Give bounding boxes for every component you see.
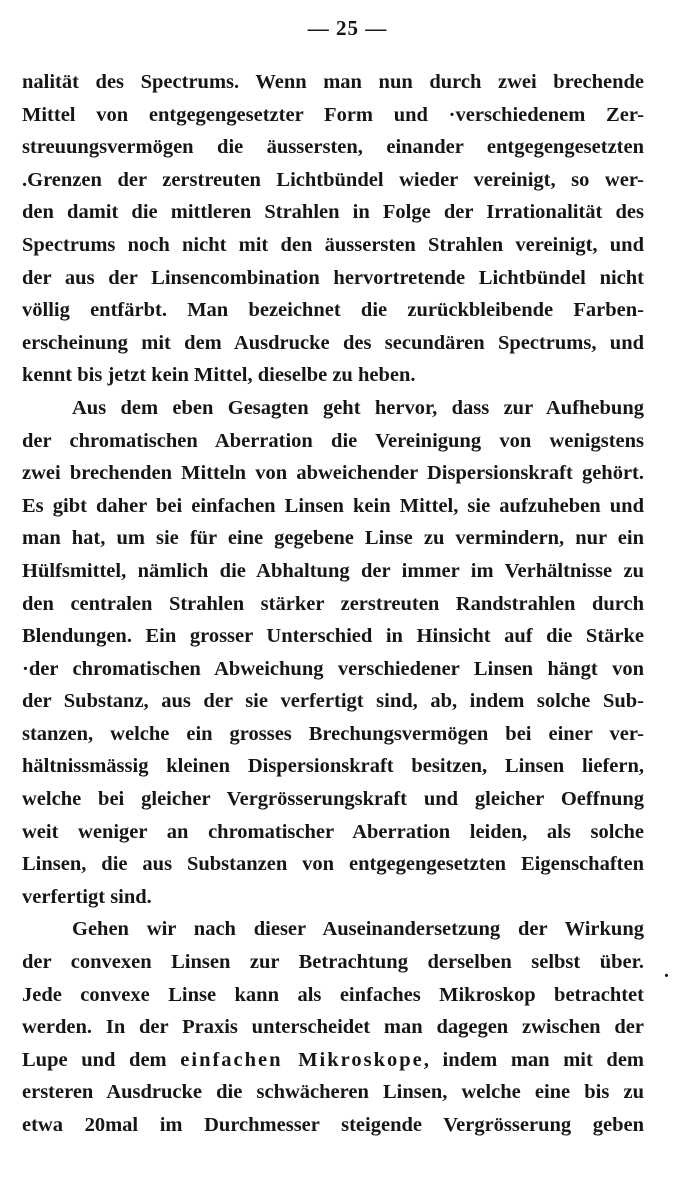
text-line: ·der chromatischen Abweichung verschiedener Linsen hängt von [22,657,644,680]
text-line: etwa 20mal im Durchmesser steigende Vergrösserung geben [22,1114,644,1136]
spaced-term: einfachen Mikroskope [180,1048,424,1071]
text-line: nalität des Spectrums. Wenn man nun durch zwei brechende [22,71,644,93]
text-segment: Lupe und dem [22,1048,181,1071]
text-segment: , indem man mit dem [423,1048,644,1071]
text-line: Spectrums noch nicht mit den äussersten Strahlen vereinigt, und [22,233,644,256]
text-line: verfertigt sind. [22,885,152,908]
text-line: den damit die mittleren Strahlen in Folge der Irrationalität des [22,201,644,224]
text-line: ersteren Ausdrucke die schwächeren Linsen, welche eine bis zu [22,1081,644,1104]
text-line: werden. In der Praxis unterscheidet man dagegen zwischen der [22,1016,644,1039]
text-line: erscheinung mit dem Ausdrucke des secundären Spectrums, und [22,331,644,354]
text-line-with-spaced-terms [22,1044,644,1077]
paragraph-3 [22,913,644,1141]
page-number: — 25 — [307,16,388,40]
text-line: stanzen, welche ein grosses Brechungsvermögen bei einer ver- [22,722,644,745]
paragraph-1 [22,66,644,392]
text-line: Linsen, die aus Substanzen von entgegengesetzten Eigenschaften [22,853,644,876]
text-line: .Grenzen der zerstreuten Lichtbündel wieder vereinigt, so wer- [22,168,644,191]
text-line: Jede convexe Linse kann als einfaches Mikroskop betrachtet [22,983,644,1006]
text-line: zwei brechenden Mitteln von abweichender Dispersionskraft gehört. [22,462,644,485]
text-line: hältnissmässig kleinen Dispersionskraft besitzen, Linsen liefern, [22,755,644,778]
body-text [22,66,644,1142]
text-line: Es gibt daher bei einfachen Linsen kein Mittel, sie aufzuheben und [22,494,644,517]
text-line: der aus der Linsencombination hervortretende Lichtbündel nicht [22,266,644,289]
text-line: weit weniger an chromatischer Aberration leiden, als solche [22,820,644,843]
text-line: den centralen Strahlen stärker zerstreuten Randstrahlen durch [22,592,644,615]
text-line: völlig entfärbt. Man bezeichnet die zurückbleibende Farben- [22,299,644,322]
text-line: welche bei gleicher Vergrösserungskraft und gleicher Oeffnung [22,788,644,811]
text-line: der convexen Linsen zur Betrachtung derselben selbst über. [22,951,644,974]
text-line: Blendungen. Ein grosser Unterschied in Hinsicht auf die Stärke [22,625,644,648]
text-line: Gehen wir nach dieser Auseinandersetzung der Wirkung [72,918,644,941]
text-line: kennt bis jetzt kein Mittel, dieselbe zu heben. [22,364,416,387]
text-line: Mittel von entgegengesetzter Form und ·verschiedenem Zer- [22,103,644,126]
text-line: man hat, um sie für eine gegebene Linse zu vermindern, nur ein [22,527,644,550]
text-line: der Substanz, aus der sie verfertigt sind, ab, indem solche Sub- [22,690,644,713]
paragraph-2 [22,392,644,914]
text-line: streuungsvermögen die äussersten, einander entgegengesetzten [22,136,644,159]
margin-mark: . [664,960,669,982]
text-line: der chromatischen Aberration die Vereinigung von wenigstens [22,429,644,452]
text-line: Aus dem eben Gesagten geht hervor, dass zur Aufhebung [72,396,644,419]
text-line: Hülfsmittel, nämlich die Abhaltung der immer im Verhältnisse zu [22,559,644,582]
